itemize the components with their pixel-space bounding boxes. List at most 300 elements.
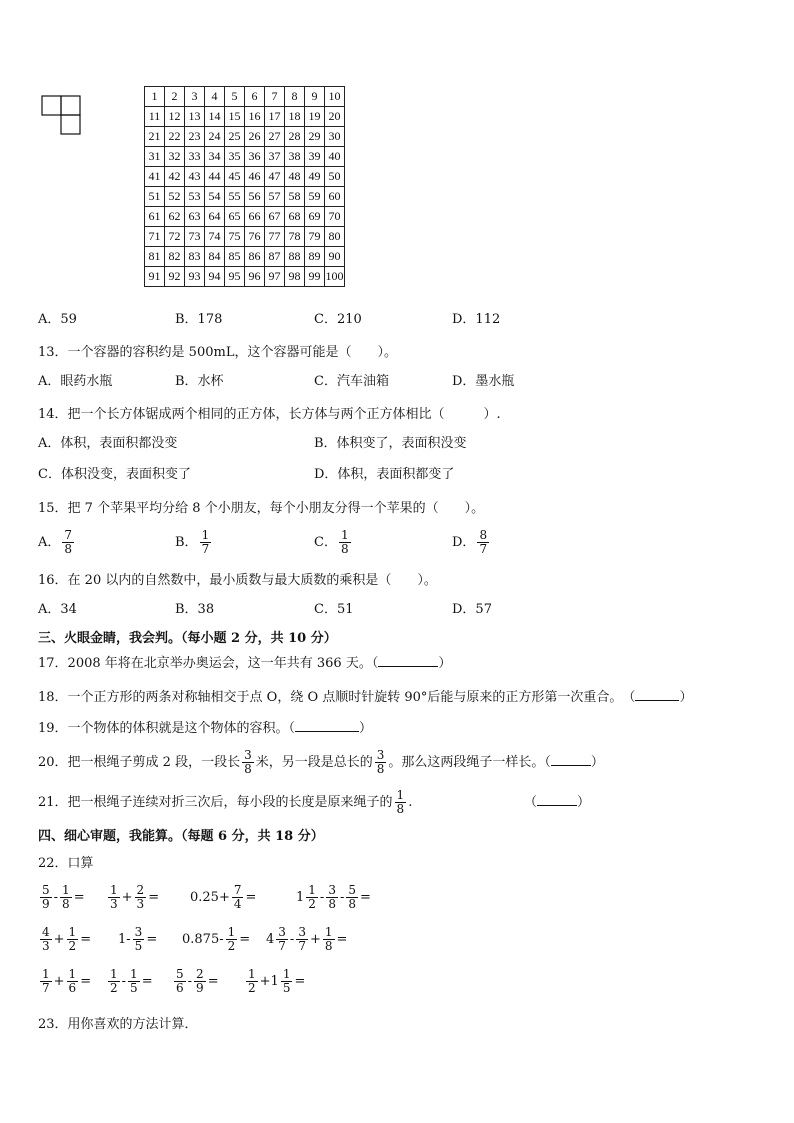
grid-cell: 34 bbox=[205, 147, 225, 167]
numerator: 1 bbox=[308, 883, 316, 897]
grid-cell: 49 bbox=[305, 167, 325, 187]
grid-cell: 77 bbox=[265, 227, 285, 247]
grid-cell: 16 bbox=[245, 107, 265, 127]
grid-cell: 45 bbox=[225, 167, 245, 187]
fraction bbox=[174, 968, 186, 995]
q21-text-a: 21．把一根绳子连续对折三次后，每小段的长度是原来绳子的 bbox=[38, 795, 393, 810]
q13-option-b[interactable]: B．水杯 bbox=[175, 374, 224, 389]
grid-row bbox=[145, 107, 345, 127]
grid-cell: 82 bbox=[165, 247, 185, 267]
q14-option-c[interactable]: C．体积没变，表面积变了 bbox=[38, 467, 191, 482]
q16-option-b[interactable]: B．38 bbox=[175, 602, 215, 617]
denominator: 6 bbox=[176, 981, 184, 995]
grid-cell: 41 bbox=[145, 167, 165, 187]
grid-cell: 66 bbox=[245, 207, 265, 227]
denominator: 8 bbox=[376, 762, 385, 776]
q19-text: 19．一个物体的体积就是这个物体的容积。（ bbox=[38, 721, 296, 736]
q15-option-a[interactable] bbox=[38, 524, 76, 562]
calc-expression bbox=[266, 925, 347, 955]
grid-cell: 7 bbox=[265, 87, 285, 107]
option-label: B． bbox=[175, 535, 198, 550]
numerator: 5 bbox=[348, 883, 357, 897]
numerator: 3 bbox=[244, 748, 252, 762]
fraction bbox=[108, 968, 120, 995]
close-paren: ） bbox=[359, 721, 373, 736]
grid-cell: 58 bbox=[285, 187, 305, 207]
grid-cell: 6 bbox=[245, 87, 265, 107]
grid-cell: 64 bbox=[205, 207, 225, 227]
grid-row bbox=[145, 227, 345, 247]
grid-cell: 3 bbox=[185, 87, 205, 107]
grid-cell: 47 bbox=[265, 167, 285, 187]
grid-cell: 50 bbox=[325, 167, 345, 187]
fraction bbox=[135, 884, 147, 911]
close-paren: ） bbox=[577, 795, 591, 810]
q15-option-d[interactable] bbox=[452, 524, 491, 562]
denominator: 8 bbox=[340, 542, 349, 556]
grid-cell: 62 bbox=[165, 207, 185, 227]
numerator: 4 bbox=[42, 925, 50, 939]
grid-cell: 8 bbox=[285, 87, 305, 107]
numerator: 2 bbox=[136, 883, 145, 897]
q17-text: 17．2008 年将在北京举办奥运会，这一年共有 366 天。（ bbox=[38, 656, 379, 671]
denominator: 7 bbox=[201, 542, 210, 556]
calc-symbol: = bbox=[73, 890, 85, 905]
calc-symbol: - bbox=[289, 932, 295, 947]
calc-symbol: - bbox=[187, 974, 193, 989]
q14-option-b[interactable]: B．体积变了，表面积没变 bbox=[314, 436, 467, 451]
fraction bbox=[296, 926, 308, 953]
calc-symbol: 0.25+ bbox=[190, 890, 230, 905]
q16-option-a[interactable]: A．34 bbox=[38, 602, 77, 617]
section-3-heading: 三、火眼金睛，我会判。（每小题 2 分，共 10 分） bbox=[38, 631, 337, 646]
q12-option-d[interactable]: D．112 bbox=[452, 312, 501, 327]
grid-cell: 23 bbox=[185, 127, 205, 147]
fraction bbox=[67, 926, 79, 953]
q14-text: 14．把一个长方体锯成两个相同的正方体，长方体与两个正方体相比（ ）. bbox=[38, 407, 501, 422]
fraction bbox=[226, 926, 238, 953]
grid-cell: 69 bbox=[305, 207, 325, 227]
grid-cell: 5 bbox=[225, 87, 245, 107]
fraction bbox=[232, 884, 244, 911]
close-paren: ） bbox=[438, 656, 452, 671]
grid-cell: 14 bbox=[205, 107, 225, 127]
grid-cell: 54 bbox=[205, 187, 225, 207]
calc-symbol: = bbox=[336, 932, 348, 947]
q21-text-b: . bbox=[408, 795, 413, 810]
numerator: 8 bbox=[479, 528, 488, 542]
denominator: 9 bbox=[196, 981, 204, 995]
section-4-heading: 四、细心审题，我能算。（每题 6 分，共 18 分） bbox=[38, 829, 324, 844]
calc-expression bbox=[38, 883, 85, 913]
q13-option-c[interactable]: C．汽车油箱 bbox=[314, 374, 389, 389]
numerator: 1 bbox=[324, 925, 333, 939]
denominator: 2 bbox=[248, 981, 256, 995]
denominator: 8 bbox=[396, 802, 405, 816]
fraction bbox=[339, 529, 351, 556]
grid-cell: 79 bbox=[305, 227, 325, 247]
numerator: 1 bbox=[62, 883, 70, 897]
q19 bbox=[38, 717, 372, 736]
numerator: 5 bbox=[176, 967, 184, 981]
grid-cell: 39 bbox=[305, 147, 325, 167]
fraction bbox=[194, 968, 206, 995]
q18-answer-blank[interactable] bbox=[635, 700, 679, 701]
grid-cell: 31 bbox=[145, 147, 165, 167]
grid-cell: 98 bbox=[285, 267, 305, 287]
denominator: 2 bbox=[308, 897, 316, 911]
fraction bbox=[246, 968, 258, 995]
grid-row bbox=[145, 147, 345, 167]
fraction bbox=[242, 749, 254, 776]
grid-cell: 67 bbox=[265, 207, 285, 227]
grid-row bbox=[145, 207, 345, 227]
denominator: 8 bbox=[64, 542, 73, 556]
grid-cell: 22 bbox=[165, 127, 185, 147]
calc-expression bbox=[38, 925, 91, 955]
grid-cell: 24 bbox=[205, 127, 225, 147]
grid-cell: 75 bbox=[225, 227, 245, 247]
grid-cell: 81 bbox=[145, 247, 165, 267]
grid-cell: 52 bbox=[165, 187, 185, 207]
calc-symbol: = bbox=[80, 974, 92, 989]
grid-cell: 43 bbox=[185, 167, 205, 187]
grid-cell: 44 bbox=[205, 167, 225, 187]
numerator: 7 bbox=[233, 883, 242, 897]
grid-cell: 30 bbox=[325, 127, 345, 147]
denominator: 7 bbox=[298, 939, 306, 953]
calc-symbol: = bbox=[80, 932, 92, 947]
q13-option-d[interactable]: D．墨水瓶 bbox=[452, 374, 515, 389]
calc-expression bbox=[106, 883, 159, 913]
grid-cell: 60 bbox=[325, 187, 345, 207]
grid-cell: 56 bbox=[245, 187, 265, 207]
denominator: 9 bbox=[42, 897, 50, 911]
grid-cell: 1 bbox=[145, 87, 165, 107]
grid-cell: 83 bbox=[185, 247, 205, 267]
denominator: 2 bbox=[110, 981, 118, 995]
fraction bbox=[346, 884, 358, 911]
numerator: 1 bbox=[248, 967, 256, 981]
grid-cell: 89 bbox=[305, 247, 325, 267]
q16-text: 16．在 20 以内的自然数中，最小质数与最大质数的乘积是（ ）。 bbox=[38, 573, 437, 588]
denominator: 5 bbox=[282, 981, 291, 995]
grid-cell: 18 bbox=[285, 107, 305, 127]
fraction bbox=[67, 968, 79, 995]
fraction bbox=[200, 529, 212, 556]
grid-cell: 20 bbox=[325, 107, 345, 127]
numerator: 1 bbox=[110, 967, 118, 981]
calc-expression bbox=[106, 967, 153, 997]
calc-symbol: - bbox=[339, 890, 345, 905]
grid-cell: 94 bbox=[205, 267, 225, 287]
q20 bbox=[38, 746, 604, 780]
q16-option-d[interactable]: D．57 bbox=[452, 602, 492, 617]
hundred-chart bbox=[144, 86, 345, 287]
option-label: C． bbox=[314, 535, 337, 550]
q12-option-c[interactable]: C．210 bbox=[314, 312, 362, 327]
grid-cell: 100 bbox=[325, 267, 345, 287]
fraction bbox=[306, 884, 318, 911]
grid-row bbox=[145, 167, 345, 187]
fraction bbox=[375, 749, 387, 776]
q23-text: 23．用你喜欢的方法计算． bbox=[38, 1017, 198, 1032]
calc-symbol: 4 bbox=[266, 932, 275, 947]
q20-text-c: 。那么这两段绳子一样长。（ bbox=[388, 755, 551, 770]
grid-cell: 48 bbox=[285, 167, 305, 187]
q17-answer-blank[interactable] bbox=[378, 666, 438, 667]
denominator: 8 bbox=[62, 897, 70, 911]
calc-symbol: + bbox=[53, 932, 65, 947]
open-paren: （ bbox=[524, 795, 538, 810]
grid-row bbox=[145, 127, 345, 147]
grid-cell: 51 bbox=[145, 187, 165, 207]
q22-text: 22．口算 bbox=[38, 856, 94, 871]
grid-cell: 37 bbox=[265, 147, 285, 167]
denominator: 8 bbox=[324, 939, 333, 953]
grid-cell: 76 bbox=[245, 227, 265, 247]
numerator: 3 bbox=[328, 883, 336, 897]
grid-cell: 55 bbox=[225, 187, 245, 207]
grid-cell: 10 bbox=[325, 87, 345, 107]
q15-text: 15．把 7 个苹果平均分给 8 个小朋友，每个小朋友分得一个苹果的（ ）。 bbox=[38, 501, 485, 516]
calc-expression bbox=[244, 967, 305, 997]
calc-symbol: = bbox=[294, 974, 306, 989]
numerator: 3 bbox=[278, 925, 286, 939]
grid-cell: 38 bbox=[285, 147, 305, 167]
grid-cell: 78 bbox=[285, 227, 305, 247]
grid-cell: 21 bbox=[145, 127, 165, 147]
numerator: 1 bbox=[201, 528, 210, 542]
square-figure-icon bbox=[41, 95, 81, 135]
denominator: 7 bbox=[479, 542, 488, 556]
denominator: 8 bbox=[244, 762, 252, 776]
denominator: 5 bbox=[134, 939, 143, 953]
fraction bbox=[128, 968, 140, 995]
grid-cell: 2 bbox=[165, 87, 185, 107]
numerator: 1 bbox=[68, 967, 77, 981]
grid-cell: 85 bbox=[225, 247, 245, 267]
q14-option-a[interactable]: A．体积，表面积都没变 bbox=[38, 436, 178, 451]
option-label: D． bbox=[452, 535, 476, 550]
calc-symbol: - bbox=[319, 890, 325, 905]
fraction bbox=[40, 926, 52, 953]
q16-option-c[interactable]: C．51 bbox=[314, 602, 354, 617]
denominator: 3 bbox=[110, 897, 118, 911]
fraction bbox=[108, 884, 120, 911]
grid-cell: 33 bbox=[185, 147, 205, 167]
q21-answer bbox=[524, 786, 590, 820]
grid-cell: 65 bbox=[225, 207, 245, 227]
grid-cell: 63 bbox=[185, 207, 205, 227]
denominator: 5 bbox=[130, 981, 138, 995]
calc-symbol: 1 bbox=[296, 890, 305, 905]
grid-cell: 36 bbox=[245, 147, 265, 167]
calc-symbol: = bbox=[245, 890, 257, 905]
calc-symbol: = bbox=[146, 932, 158, 947]
grid-cell: 59 bbox=[305, 187, 325, 207]
grid-row bbox=[145, 247, 345, 267]
fraction bbox=[477, 529, 489, 556]
calc-symbol: = bbox=[141, 974, 153, 989]
grid-cell: 68 bbox=[285, 207, 305, 227]
q13-text: 13．一个容器的容积约是 500mL，这个容器可能是（ ）。 bbox=[38, 345, 397, 360]
grid-cell: 17 bbox=[265, 107, 285, 127]
fraction bbox=[40, 884, 52, 911]
grid-cell: 40 bbox=[325, 147, 345, 167]
grid-cell: 72 bbox=[165, 227, 185, 247]
denominator: 2 bbox=[68, 939, 77, 953]
fraction bbox=[281, 968, 293, 995]
fraction bbox=[133, 926, 145, 953]
numerator: 1 bbox=[42, 967, 50, 981]
denominator: 6 bbox=[68, 981, 77, 995]
grid-cell: 99 bbox=[305, 267, 325, 287]
calc-symbol: - bbox=[121, 974, 127, 989]
grid-cell: 12 bbox=[165, 107, 185, 127]
calc-expression bbox=[190, 883, 256, 913]
calc-symbol: = bbox=[207, 974, 219, 989]
close-paren: ） bbox=[679, 690, 693, 705]
numerator: 7 bbox=[64, 528, 73, 542]
numerator: 1 bbox=[396, 788, 405, 802]
grid-cell: 91 bbox=[145, 267, 165, 287]
grid-cell: 35 bbox=[225, 147, 245, 167]
grid-cell: 92 bbox=[165, 267, 185, 287]
grid-cell: 87 bbox=[265, 247, 285, 267]
denominator: 3 bbox=[42, 939, 50, 953]
q14-option-d[interactable]: D．体积，表面积都变了 bbox=[314, 467, 455, 482]
q18-text: 18．一个正方形的两条对称轴相交于点 O，绕 O 点顺时针旋转 90°后能与原来的正方形第一次重合。 （ bbox=[38, 690, 636, 705]
grid-cell: 29 bbox=[305, 127, 325, 147]
grid-cell: 90 bbox=[325, 247, 345, 267]
grid-row bbox=[145, 267, 345, 287]
grid-cell: 4 bbox=[205, 87, 225, 107]
grid-cell: 26 bbox=[245, 127, 265, 147]
q20-answer-blank[interactable] bbox=[551, 765, 591, 766]
q21-answer-blank[interactable] bbox=[537, 805, 577, 806]
numerator: 2 bbox=[196, 967, 204, 981]
fraction bbox=[62, 529, 74, 556]
calc-symbol: + bbox=[309, 932, 321, 947]
grid-cell: 28 bbox=[285, 127, 305, 147]
grid-cell: 11 bbox=[145, 107, 165, 127]
grid-cell: 25 bbox=[225, 127, 245, 147]
denominator: 7 bbox=[278, 939, 286, 953]
numerator: 1 bbox=[282, 967, 291, 981]
denominator: 7 bbox=[42, 981, 50, 995]
calc-symbol: - bbox=[53, 890, 59, 905]
numerator: 3 bbox=[376, 748, 385, 762]
grid-cell: 86 bbox=[245, 247, 265, 267]
numerator: 1 bbox=[340, 528, 349, 542]
calc-symbol: = bbox=[239, 932, 251, 947]
calc-symbol: + bbox=[121, 890, 133, 905]
calc-symbol: 1- bbox=[118, 932, 131, 947]
calc-symbol: + bbox=[259, 974, 271, 989]
grid-row bbox=[145, 187, 345, 207]
fraction bbox=[60, 884, 72, 911]
q20-text-a: 20．把一根绳子剪成 2 段，一段长 bbox=[38, 755, 241, 770]
numerator: 1 bbox=[130, 967, 138, 981]
fraction bbox=[395, 789, 407, 816]
numerator: 3 bbox=[134, 925, 143, 939]
numerator: 1 bbox=[68, 925, 77, 939]
grid-cell: 27 bbox=[265, 127, 285, 147]
numerator: 5 bbox=[42, 883, 50, 897]
q18 bbox=[38, 686, 692, 705]
numerator: 1 bbox=[110, 883, 118, 897]
grid-cell: 74 bbox=[205, 227, 225, 247]
denominator: 3 bbox=[136, 897, 145, 911]
fraction bbox=[40, 968, 52, 995]
grid-cell: 73 bbox=[185, 227, 205, 247]
grid-cell: 88 bbox=[285, 247, 305, 267]
numerator: 3 bbox=[298, 925, 306, 939]
q17 bbox=[38, 652, 451, 671]
grid-cell: 84 bbox=[205, 247, 225, 267]
grid-row bbox=[145, 87, 345, 107]
calc-expression bbox=[182, 925, 250, 955]
option-label: A． bbox=[38, 535, 61, 550]
grid-cell: 46 bbox=[245, 167, 265, 187]
calc-expression bbox=[172, 967, 219, 997]
grid-cell: 95 bbox=[225, 267, 245, 287]
grid-cell: 97 bbox=[265, 267, 285, 287]
grid-cell: 9 bbox=[305, 87, 325, 107]
grid-cell: 93 bbox=[185, 267, 205, 287]
q15-option-b[interactable] bbox=[175, 524, 213, 562]
denominator: 2 bbox=[227, 939, 236, 953]
grid-cell: 70 bbox=[325, 207, 345, 227]
grid-cell: 42 bbox=[165, 167, 185, 187]
q12-option-a[interactable]: A．59 bbox=[38, 312, 77, 327]
q13-option-a[interactable]: A．眼药水瓶 bbox=[38, 374, 113, 389]
grid-cell: 71 bbox=[145, 227, 165, 247]
calc-expression bbox=[38, 967, 91, 997]
grid-cell: 53 bbox=[185, 187, 205, 207]
q21 bbox=[38, 786, 412, 820]
grid-cell: 15 bbox=[225, 107, 245, 127]
q19-answer-blank[interactable] bbox=[295, 731, 359, 732]
q20-text-b: 米，另一段是总长的 bbox=[255, 755, 373, 770]
q12-option-b[interactable]: B．178 bbox=[175, 312, 223, 327]
calc-symbol: = bbox=[360, 890, 371, 905]
grid-cell: 61 bbox=[145, 207, 165, 227]
grid-cell: 96 bbox=[245, 267, 265, 287]
calc-symbol: + bbox=[53, 974, 65, 989]
fraction bbox=[323, 926, 335, 953]
grid-cell: 57 bbox=[265, 187, 285, 207]
grid-cell: 80 bbox=[325, 227, 345, 247]
numerator: 1 bbox=[227, 925, 236, 939]
calc-symbol: = bbox=[148, 890, 160, 905]
fraction bbox=[326, 884, 338, 911]
grid-cell: 32 bbox=[165, 147, 185, 167]
calc-expression bbox=[118, 925, 157, 955]
denominator: 4 bbox=[233, 897, 242, 911]
denominator: 8 bbox=[328, 897, 336, 911]
grid-cell: 19 bbox=[305, 107, 325, 127]
q15-option-c[interactable] bbox=[314, 524, 353, 562]
calc-symbol: 1 bbox=[270, 974, 279, 989]
calc-expression bbox=[296, 883, 371, 913]
denominator: 8 bbox=[348, 897, 357, 911]
calc-symbol: 0.875- bbox=[182, 932, 224, 947]
fraction bbox=[276, 926, 288, 953]
close-paren: ） bbox=[590, 755, 604, 770]
grid-cell: 13 bbox=[185, 107, 205, 127]
